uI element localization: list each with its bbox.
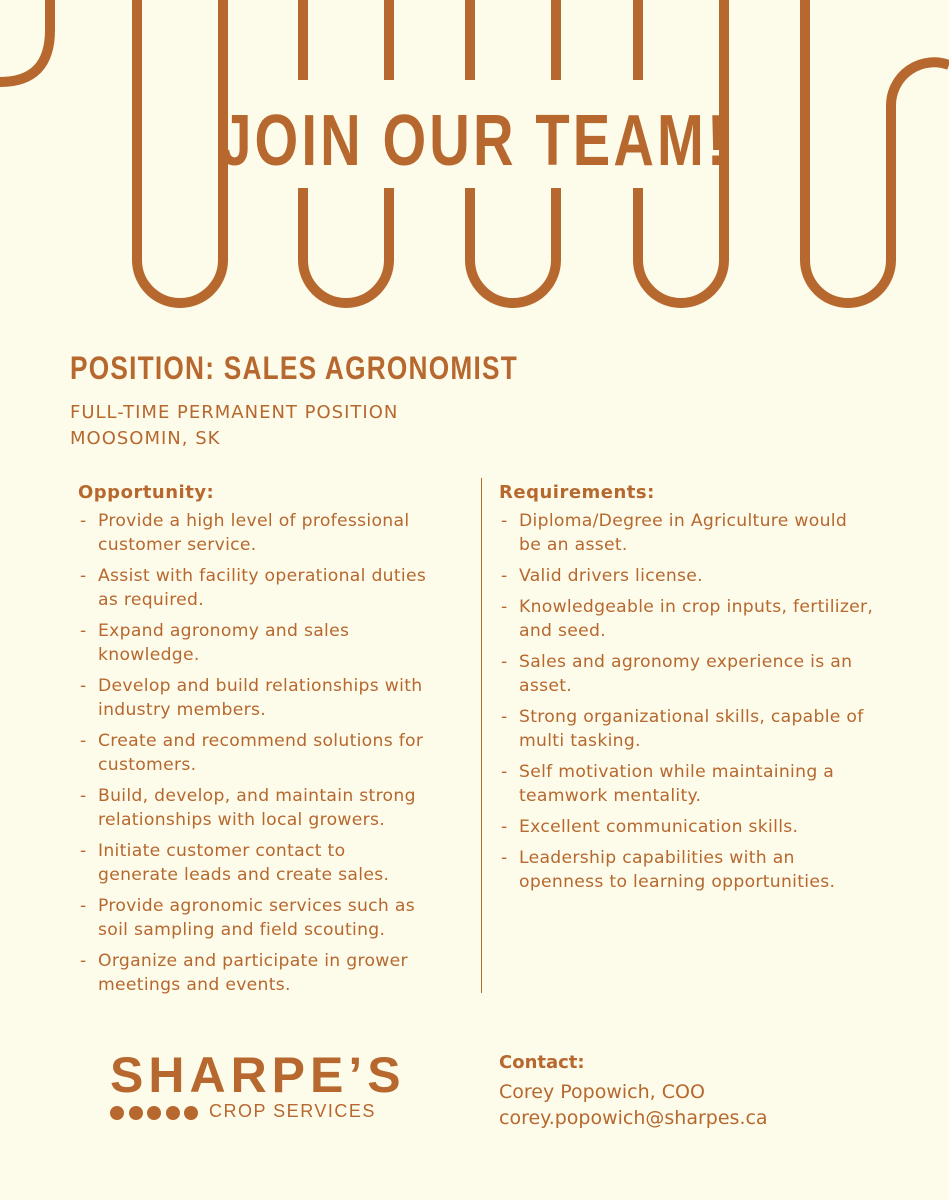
- list-item-line: customer service.: [98, 535, 257, 555]
- list-item: [78, 729, 478, 777]
- company-logo-name: SHARPE’S: [110, 1047, 406, 1103]
- position-title: POSITION: SALES AGRONOMIST: [70, 350, 518, 386]
- list-item: [499, 509, 939, 557]
- bullet-dash: -: [501, 652, 508, 672]
- bullet-dash: -: [501, 848, 508, 868]
- list-item-line: Assist with facility operational duties: [98, 566, 427, 586]
- list-item-line: multi tasking.: [519, 731, 641, 751]
- list-item-line: Develop and build relationships with: [98, 676, 423, 696]
- list-item: [78, 949, 478, 997]
- contact-email[interactable]: corey.popowich@sharpes.ca: [499, 1107, 768, 1129]
- list-item-line: Sales and agronomy experience is an: [519, 652, 853, 672]
- list-item-line: generate leads and create sales.: [98, 865, 390, 885]
- requirements-section: [499, 482, 939, 901]
- list-item: [499, 564, 939, 588]
- list-item: [78, 784, 478, 832]
- list-item-line: Initiate customer contact to: [98, 841, 346, 861]
- headline: JOIN OUR TEAM!: [220, 101, 729, 181]
- list-item: [78, 839, 478, 887]
- location: MOOSOMIN, SK: [70, 428, 221, 449]
- bullet-dash: -: [501, 762, 508, 782]
- list-item: [499, 595, 939, 643]
- contact-heading: Contact:: [499, 1052, 585, 1073]
- requirements-heading: Requirements:: [499, 482, 655, 503]
- bullet-dash: -: [80, 566, 87, 586]
- bullet-dash: -: [80, 676, 87, 696]
- list-item-line: teamwork mentality.: [519, 786, 702, 806]
- list-item-line: customers.: [98, 755, 197, 775]
- list-item: [78, 894, 478, 942]
- requirements-list: [499, 509, 939, 894]
- list-item: [78, 619, 478, 667]
- bullet-dash: -: [501, 817, 508, 837]
- list-item-line: be an asset.: [519, 535, 628, 555]
- list-item-line: knowledge.: [98, 645, 200, 665]
- list-item-line: as required.: [98, 590, 205, 610]
- list-item: [499, 846, 939, 894]
- bullet-dash: -: [80, 511, 87, 531]
- opportunity-list: [78, 509, 478, 997]
- list-item-line: Provide a high level of professional: [98, 511, 410, 531]
- list-item-line: Expand agronomy and sales: [98, 621, 350, 641]
- bullet-dash: -: [80, 896, 87, 916]
- list-item: [499, 705, 939, 753]
- list-item: [499, 815, 939, 839]
- list-item-line: Knowledgeable in crop inputs, fertilizer,: [519, 597, 874, 617]
- bullet-dash: -: [501, 597, 508, 617]
- employment-type: FULL-TIME PERMANENT POSITION: [70, 402, 399, 423]
- list-item-line: openness to learning opportunities.: [519, 872, 836, 892]
- list-item: [499, 650, 939, 698]
- list-item-line: industry members.: [98, 700, 266, 720]
- list-item-line: Self motivation while maintaining a: [519, 762, 835, 782]
- list-item-line: soil sampling and field scouting.: [98, 920, 386, 940]
- contact-name: Corey Popowich, COO: [499, 1081, 705, 1103]
- list-item-line: Create and recommend solutions for: [98, 731, 424, 751]
- contact-block: [499, 1050, 768, 1131]
- bullet-dash: -: [80, 841, 87, 861]
- list-item: [78, 509, 478, 557]
- bullet-dash: -: [80, 621, 87, 641]
- logo-dots: [110, 1105, 203, 1124]
- list-item: [78, 674, 478, 722]
- list-item-line: Organize and participate in grower: [98, 951, 408, 971]
- list-item-line: Valid drivers license.: [519, 566, 703, 586]
- bullet-dash: -: [80, 731, 87, 751]
- list-item-line: and seed.: [519, 621, 606, 641]
- list-item-line: Strong organizational skills, capable of: [519, 707, 864, 727]
- bullet-dash: -: [80, 786, 87, 806]
- list-item-line: Provide agronomic services such as: [98, 896, 415, 916]
- bullet-dash: -: [501, 707, 508, 727]
- bullet-dash: -: [501, 566, 508, 586]
- list-item-line: Build, develop, and maintain strong: [98, 786, 416, 806]
- list-item-line: Leadership capabilities with an: [519, 848, 795, 868]
- list-item-line: Excellent communication skills.: [519, 817, 799, 837]
- list-item: [78, 564, 478, 612]
- bullet-dash: -: [501, 511, 508, 531]
- list-item-line: asset.: [519, 676, 573, 696]
- list-item: [499, 760, 939, 808]
- column-divider: [481, 478, 482, 993]
- bullet-dash: -: [80, 951, 87, 971]
- company-logo-subtitle: CROP SERVICES: [209, 1101, 376, 1121]
- list-item-line: meetings and events.: [98, 975, 291, 995]
- opportunity-section: [78, 482, 478, 1004]
- list-item-line: relationships with local growers.: [98, 810, 386, 830]
- list-item-line: Diploma/Degree in Agriculture would: [519, 511, 848, 531]
- opportunity-heading: Opportunity:: [78, 482, 215, 503]
